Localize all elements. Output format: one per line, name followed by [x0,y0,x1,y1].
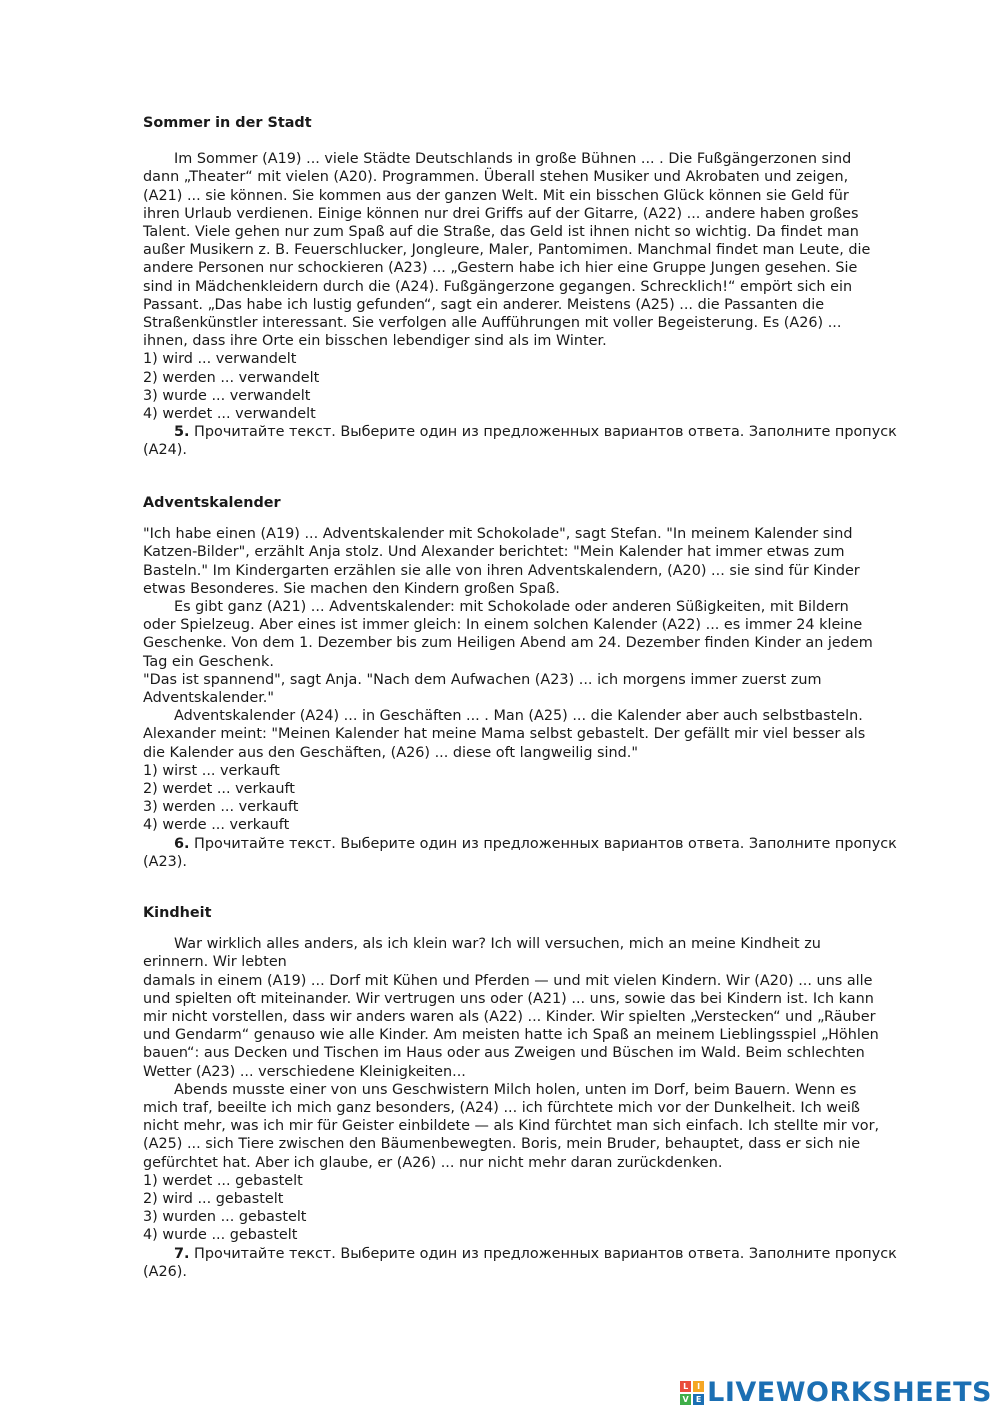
text-line: bauen“: aus Decken und Tischen im Haus oder aus Zweigen und Büschen im Wald. Beim schlechten [143,1045,865,1062]
text-line: andere Personen nur schockieren (A23) ... „Gestern habe ich hier eine Gruppe Jungen gesehen. Sie [143,260,858,277]
task-number: 7. [174,1245,190,1262]
text-line: Straßenkünstler interessant. Sie verfolgen alle Aufführungen mit voller Begeisterung. Es (A26) ... [143,315,842,332]
section-text [143,525,913,762]
text-line: Passant. „Das habe ich lustig gefunden“, sagt ein anderer. Meistens (A25) ... die Passanten die [143,296,825,313]
answer-option[interactable]: 3) wurden ... gebastelt [143,1209,307,1226]
answer-option[interactable]: 4) wurde ... gebastelt [143,1227,298,1244]
liveworksheets-logo [680,1376,992,1410]
task-instruction-cont: (A24). [143,442,187,459]
logo-letter: E [693,1394,704,1405]
section-sommer [143,114,913,460]
task-instruction [143,1245,913,1263]
answer-options [143,350,913,423]
logo-mark-icon [680,1381,704,1405]
text-line: und spielten oft miteinander. Wir vertrugen uns oder (A21) ... uns, sowie das bei Kindern ist. Ich kann [143,990,874,1007]
section-adventskalender [143,494,913,871]
task-instruction-cont: (A23). [143,853,187,870]
answer-options [143,1172,913,1245]
task-text: Прочитайте текст. Выберите один из предложенных вариантов ответа. Заполните пропуск [189,835,897,852]
task-instruction-cont: (A26). [143,1263,187,1280]
answer-option[interactable]: 2) werden ... verwandelt [143,369,320,386]
answer-option[interactable]: 4) werde ... verkauft [143,817,290,834]
task-instruction [143,835,913,853]
text-line: Adventskalender (A24) ... in Geschäften ... . Man (A25) ... die Kalender aber auch selbstbasteln. [174,708,863,725]
brand-name: LIVEWORKSHEETS [707,1377,992,1408]
task-number: 6. [174,835,190,852]
text-line: (A21) ... sie können. Sie kommen aus der ganzen Welt. Mit ein bisschen Glück können sie Geld für [143,187,849,204]
logo-letter: V [680,1394,691,1405]
text-line: (A25) ... sich Tiere zwischen den Bäumenbewegten. Boris, mein Bruder, behauptet, dass er sich nie [143,1136,861,1153]
task-text: Прочитайте текст. Выберите один из предложенных вариантов ответа. Заполните пропуск [189,424,897,441]
answer-option[interactable]: 1) wird ... verwandelt [143,351,297,368]
logo-letter: L [680,1381,691,1392]
text-line: Katzen-Bilder", erzählt Anja stolz. Und Alexander berichtet: "Mein Kalender hat immer etwas zum [143,544,845,561]
text-line: ihren Urlaub verdienen. Einige können nur drei Griffs auf der Gitarre, (A22) ... andere haben großes [143,205,859,222]
answer-options [143,762,913,835]
text-line: War wirklich alles anders, als ich klein war? Ich will versuchen, mich an meine Kindheit zu [174,936,821,953]
text-line: Adventskalender." [143,690,275,707]
section-text [143,150,913,350]
text-line: Wetter (A23) ... verschiedene Kleinigkeiten... [143,1063,466,1080]
section-text [143,935,913,1172]
answer-option[interactable]: 1) werdet ... gebastelt [143,1172,303,1189]
text-line: sind in Mädchenkleidern durch die (A24). Fußgängerzone gegangen. Schrecklich!“ empört sich ein [143,278,853,295]
text-line: Alexander meint: "Meinen Kalender hat meine Mama selbst gebastelt. Der gefällt mir viel besser als [143,726,866,743]
logo-letter: I [693,1381,704,1392]
text-line: Es gibt ganz (A21) ... Adventskalender: mit Schokolade oder anderen Süßigkeiten, mit Bildern [174,599,849,616]
text-line: mir nicht vorstellen, dass wir anders waren als (A22) ... Kinder. Wir spielten „Verstecken“ und „Räuber [143,1009,876,1026]
text-line: Im Sommer (A19) ... viele Städte Deutschlands in große Bühnen ... . Die Fußgängerzonen sind [174,151,852,168]
text-line: mich traf, beeilte ich mich ganz besonders, (A24) ... ich fürchtete mich vor der Dunkelheit. Ich weiß [143,1100,860,1117]
section-title: Kindheit [143,905,212,921]
text-line: damals in einem (A19) ... Dorf mit Kühen und Pferden — und mit vielen Kindern. Wir (A20) ... uns alle [143,972,873,989]
text-line: und Gendarm“ genauso wie alle Kinder. Am meisten hatte ich Spaß an meinem Lieblingsspiel „Höhlen [143,1027,879,1044]
answer-option[interactable]: 4) werdet ... verwandelt [143,406,316,423]
answer-option[interactable]: 1) wirst ... verkauft [143,762,280,779]
text-line: "Das ist spannend", sagt Anja. "Nach dem Aufwachen (A23) ... ich morgens immer zuerst zum [143,671,822,688]
section-title: Sommer in der Stadt [143,115,312,131]
text-line: Tag ein Geschenk. [143,653,274,670]
task-number: 5. [174,424,190,441]
text-line: etwas Besonderes. Sie machen den Kindern großen Spaß. [143,580,560,597]
text-line: nicht mehr, was ich mir für Geister einbildete — als Kind fürchtet man sich einfach. Ich stellte mir vor, [143,1118,880,1135]
answer-option[interactable]: 3) werden ... verkauft [143,799,299,816]
answer-option[interactable]: 2) werdet ... verkauft [143,781,295,798]
section-title: Adventskalender [143,495,281,511]
task-text: Прочитайте текст. Выберите один из предложенных вариантов ответа. Заполните пропуск [189,1245,897,1262]
text-line: Abends musste einer von uns Geschwistern Milch holen, unten im Dorf, beim Bauern. Wenn es [174,1081,857,1098]
text-line: "Ich habe einen (A19) ... Adventskalender mit Schokolade", sagt Stefan. "In meinem Kalender sind [143,526,853,543]
text-line: Geschenke. Von dem 1. Dezember bis zum Heiligen Abend am 24. Dezember finden Kinder an jedem [143,635,873,652]
answer-option[interactable]: 3) wurde ... verwandelt [143,387,311,404]
answer-option[interactable]: 2) wird ... gebastelt [143,1191,284,1208]
text-line: oder Spielzeug. Aber eines ist immer gleich: In einem solchen Kalender (A22) ... es immer 24 kleine [143,617,863,634]
section-kindheit [143,904,913,1281]
text-line: Basteln." Im Kindergarten erzählen sie alle von ihren Adventskalendern, (A20) ... sie sind für Kinder [143,562,860,579]
text-line: ihnen, dass ihre Orte ein bisschen lebendiger sind als im Winter. [143,333,607,350]
text-line: gefürchtet hat. Aber ich glaube, er (A26) ... nur nicht mehr daran zurückdenken. [143,1154,723,1171]
text-line: außer Musikern z. B. Feuerschlucker, Jongleure, Maler, Pantomimen. Manchmal findet man Leute, die [143,242,871,259]
text-line: erinnern. Wir lebten [143,954,287,971]
text-line: die Kalender aus den Geschäften, (A26) ... diese oft langweilig sind." [143,744,638,761]
task-instruction [143,423,913,441]
text-line: Talent. Viele gehen nur zum Spaß auf die Straße, das Geld ist ihnen nicht so wichtig. Da findet man [143,224,859,241]
text-line: dann „Theater“ mit vielen (A20). Programmen. Überall stehen Musiker und Akrobaten und zeigen, [143,169,849,186]
